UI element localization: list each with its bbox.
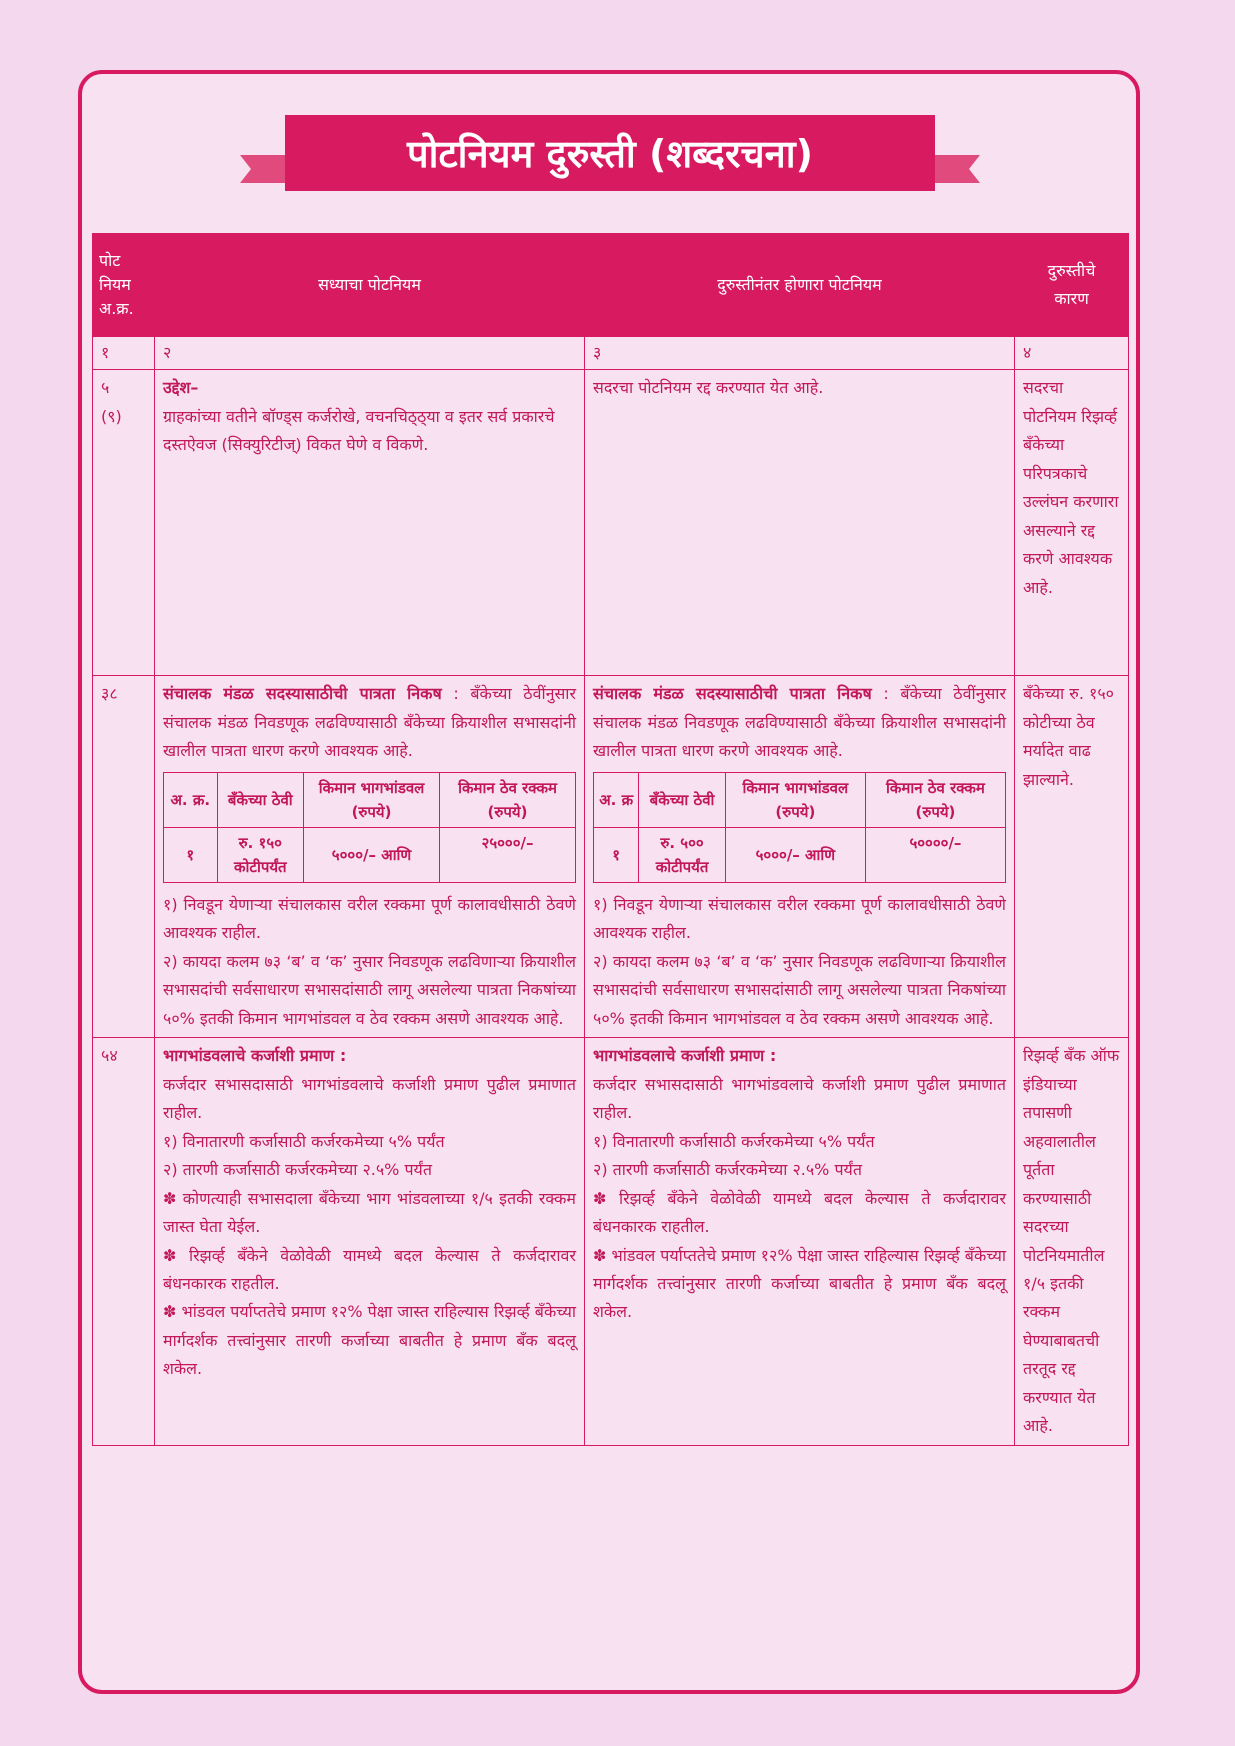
note-1: १) निवडून येणाऱ्या संचालकास वरील रक्कमा पूर्ण कालावधीसाठी ठेवणे आवश्यक राहील. bbox=[163, 894, 576, 943]
eligibility-table-amended bbox=[593, 772, 1006, 883]
table-row bbox=[93, 370, 1129, 676]
column-number-row bbox=[93, 337, 1129, 370]
inner-header-row: अ. क्र बँकेच्या ठेवी किमान भागभांडवल (रुपये) किमान ठेव रक्कम (रुपये) bbox=[594, 772, 1006, 827]
table-row bbox=[93, 676, 1129, 1038]
current-bylaw-cell bbox=[155, 676, 585, 1038]
note-2: २) कायदा कलम ७३ ‘ब’ व ‘क’ नुसार निवडणूक लढविणाऱ्या क्रियाशील सभासदांची सर्वसाधारण सभासदांसाठी लागू असलेल्या पात्रता निकषांच्या ५०% इतकी किमान भागभांडवल व ठेव रक्कम असणे आवश्यक आहे. bbox=[163, 951, 576, 1028]
header-bylaw-no: पोट नियम अ.क्र. bbox=[93, 234, 155, 337]
current-bylaw-text: ग्राहकांच्या वतीने बॉण्ड्स कर्जरोखे, वचनचिठ्ठ्या व इतर सर्व प्रकारचे दस्तऐवज (सिक्युरिटीज्) विकत घेणे व विकणे. bbox=[163, 406, 555, 455]
bylaw-amendment-table bbox=[92, 233, 1129, 1446]
col-number: २ bbox=[155, 337, 585, 370]
reason-text: सदरचा पोटनियम रिझर्व्ह बँकेच्या परिपत्रकाचे उल्लंघन करणारा असल्याने रद्द करणे आवश्यक आहे. bbox=[1023, 378, 1119, 597]
header-reason: दुरुस्तीचे कारण bbox=[1015, 234, 1129, 337]
ribbon-right bbox=[930, 155, 980, 183]
current-bylaw-cell bbox=[155, 370, 585, 676]
amended-bylaw-text: सदरचा पोटनियम रद्द करण्यात येत आहे. bbox=[593, 378, 824, 398]
amended-bylaw-cell bbox=[585, 676, 1015, 1038]
bylaw-number: ३८ bbox=[93, 676, 155, 1038]
col-number: १ bbox=[93, 337, 155, 370]
share-capital-heading: भागभांडवलाचे कर्जाशी प्रमाण : bbox=[163, 1046, 347, 1066]
reason-cell bbox=[1015, 676, 1129, 1038]
ribbon-left bbox=[240, 155, 290, 183]
col-number: ४ bbox=[1015, 337, 1129, 370]
header-row bbox=[93, 234, 1129, 337]
inner-header-row: अ. क्र. बँकेच्या ठेवी किमान भागभांडवल (रुपये) किमान ठेव रक्कम (रुपये) bbox=[164, 772, 576, 827]
header-current-bylaw: सध्याचा पोटनियम bbox=[155, 234, 585, 337]
amended-bylaw-cell: भागभांडवलाचे कर्जाशी प्रमाण : कर्जदार सभासदासाठी भागभांडवलाचे कर्जाशी प्रमाण पुढील प्रमाणात राहील. १) विनातारणी कर्जासाठी कर्जरकमेच्या ५% पर्यंत २) तारणी कर्जासाठी कर्जरकमेच्या २.५% पर्यंत ✽ रिझर्व्ह बँकेने वेळोवेळी यामध्ये बदल केल्यास ते कर्जदारावर बंधनकारक राहतील. ✽ भांडवल पर्याप्ततेचे प्रमाण १२% पेक्षा जास्त राहिल्यास रिझर्व्ह बँकेच्या मार्गदर्शक तत्त्वांनुसार तारणी कर्जाच्या बाबतीत हे प्रमाण बँक बदलू शकेल. bbox=[585, 1038, 1015, 1446]
amended-bylaw-cell bbox=[585, 370, 1015, 676]
current-bylaw-cell: भागभांडवलाचे कर्जाशी प्रमाण : कर्जदार सभासदासाठी भागभांडवलाचे कर्जाशी प्रमाण पुढील प्रमाणात राहील. १) विनातारणी कर्जासाठी कर्जरकमेच्या ५% पर्यंत २) तारणी कर्जासाठी कर्जरकमेच्या २.५% पर्यंत ✽ कोणत्याही सभासदाला बँकेच्या भाग भांडवलाच्या १/५ इतकी रक्कम जास्त घेता येईल. ✽ रिझर्व्ह बँकेने वेळोवेळी यामध्ये बदल केल्यास ते कर्जदारावर बंधनकारक राहतील. ✽ भांडवल पर्याप्ततेचे प्रमाण १२% पेक्षा जास्त राहिल्यास रिझर्व्ह बँकेच्या मार्गदर्शक तत्त्वांनुसार तारणी कर्जाच्या बाबतीत हे प्रमाण बँक बदलू शकेल. bbox=[155, 1038, 585, 1446]
eligibility-table-current bbox=[163, 772, 576, 883]
col-number: ३ bbox=[585, 337, 1015, 370]
title-banner bbox=[240, 115, 980, 195]
eligibility-intro: संचालक मंडळ सदस्यासाठीची पात्रता निकष : बँकेच्या ठेवींनुसार संचालक मंडळ निवडणूक लढविण्यासाठी बँकेच्या क्रियाशील सभासदांनी खालील पात्रता धारण करणे आवश्यक आहे. bbox=[163, 684, 576, 761]
objective-heading: उद्देश– bbox=[163, 378, 199, 398]
reason-cell bbox=[1015, 370, 1129, 676]
note-2: २) कायदा कलम ७३ ‘ब’ व ‘क’ नुसार निवडणूक लढविणाऱ्या क्रियाशील सभासदांची सर्वसाधारण सभासदांसाठी लागू असलेल्या पात्रता निकषांच्या ५०% इतकी किमान भागभांडवल व ठेव रक्कम असणे आवश्यक आहे. bbox=[593, 951, 1006, 1028]
inner-row: १ रु. ५०० कोटीपर्यंत ५०००/– आणि ५००००/– bbox=[594, 827, 1006, 882]
note-1: १) निवडून येणाऱ्या संचालकास वरील रक्कमा पूर्ण कालावधीसाठी ठेवणे आवश्यक राहील. bbox=[593, 894, 1006, 943]
reason-cell bbox=[1015, 1038, 1129, 1446]
table-row bbox=[93, 1038, 1129, 1446]
header-amended-bylaw: दुरुस्तीनंतर होणारा पोटनियम bbox=[585, 234, 1015, 337]
page-title: पोटनियम दुरुस्ती (शब्दरचना) bbox=[285, 115, 935, 191]
bylaw-number: ५ (९) bbox=[93, 370, 155, 676]
inner-row: १ रु. १५० कोटीपर्यंत ५०००/– आणि २५०००/– bbox=[164, 827, 576, 882]
eligibility-intro: संचालक मंडळ सदस्यासाठीची पात्रता निकष : बँकेच्या ठेवींनुसार संचालक मंडळ निवडणूक लढविण्यासाठी बँकेच्या क्रियाशील सभासदांनी खालील पात्रता धारण करणे आवश्यक आहे. bbox=[593, 684, 1006, 761]
reason-text: बँकेच्या रु. १५० कोटीच्या ठेव मर्यादेत वाढ झाल्याने. bbox=[1023, 684, 1114, 789]
bylaw-number: ५४ bbox=[93, 1038, 155, 1446]
reason-text: रिझर्व्ह बँक ऑफ इंडियाच्या तपासणी अहवालातील पूर्तता करण्यासाठी सदरच्या पोटनियमातील १/५ इतकी रक्कम घेण्याबाबतची तरतूद रद्द करण्यात येत आहे. bbox=[1023, 1046, 1120, 1436]
share-capital-heading: भागभांडवलाचे कर्जाशी प्रमाण : bbox=[593, 1046, 777, 1066]
